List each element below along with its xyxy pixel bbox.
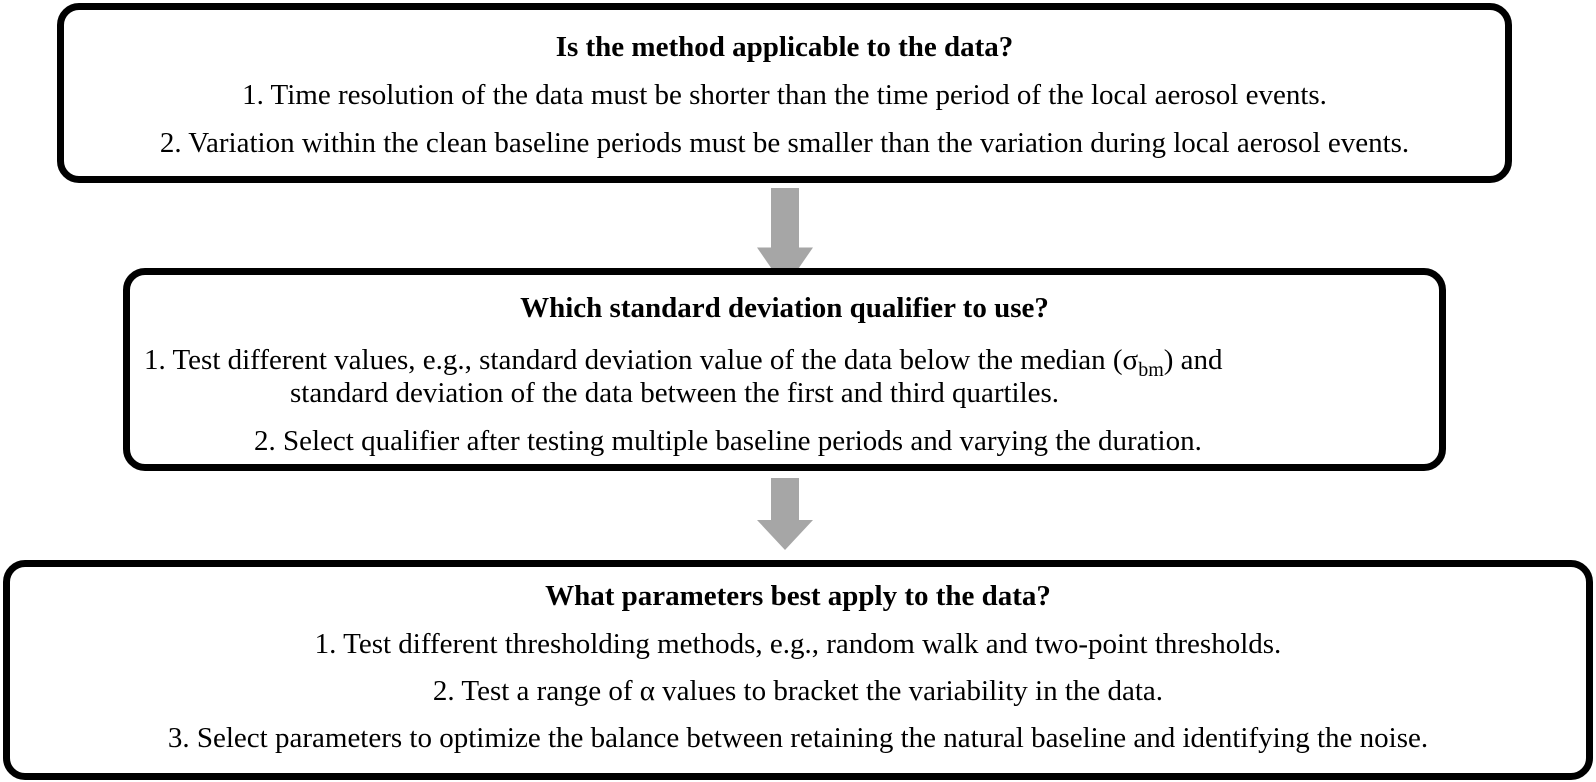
- step-3-item-1: 1. Test different thresholding methods, e.g., random walk and two-point thresholds.: [314, 628, 1282, 660]
- step-2-box: [123, 268, 1446, 471]
- step-3-item-3: 3. Select parameters to optimize the balance between retaining the natural baseline and identifying the noise.: [167, 722, 1429, 754]
- step-2-item-2: 2. Select qualifier after testing multiple baseline periods and varying the duration.: [254, 425, 1202, 457]
- step-3-title: What parameters best apply to the data?: [545, 580, 1051, 612]
- step-1-box: [57, 3, 1512, 183]
- step-3-item-2: 2. Test a range of α values to bracket the variability in the data.: [432, 675, 1164, 707]
- down-arrow-icon: [757, 478, 813, 550]
- step-1-title: Is the method applicable to the data?: [555, 31, 1014, 63]
- step-1-item-1: 1. Time resolution of the data must be shorter than the time period of the local aerosol events.: [242, 79, 1327, 111]
- step-2-item-1-line-1: 1. Test different values, e.g., standard deviation value of the data below the median $(\sigma_{bm})$ and: [144, 344, 1223, 381]
- step-2-item-1-line-2: standard deviation of the data between the first and third quartiles.: [290, 377, 1060, 409]
- step-3-box: [3, 560, 1593, 780]
- step-1-item-2: 2. Variation within the clean baseline periods must be smaller than the variation during local aerosol events.: [159, 127, 1410, 159]
- step-2-title: Which standard deviation qualifier to use?: [520, 292, 1049, 324]
